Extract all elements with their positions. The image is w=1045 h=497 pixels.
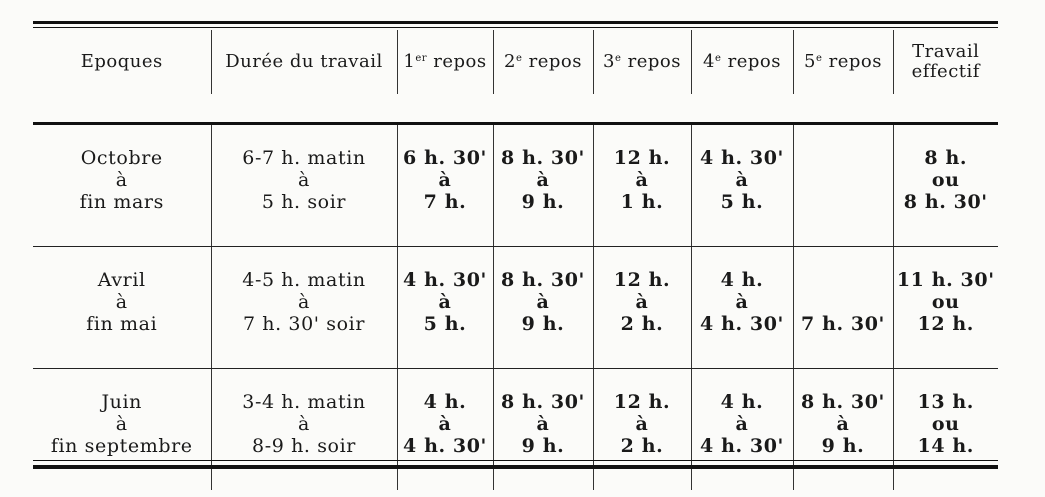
cell-repos-1: 6 h. 30' à 7 h.	[397, 124, 493, 247]
header-repos-3: 3e repos	[593, 30, 691, 94]
cell-repos-3: 12 h. à 2 h.	[593, 369, 691, 491]
table-row	[33, 247, 998, 369]
cell-travail-effectif: 11 h. 30' ou 12 h.	[893, 247, 998, 369]
work-schedule-table	[33, 30, 998, 490]
header-repos-2: 2e repos	[493, 30, 593, 94]
cell-repos-3: 12 h. à 2 h.	[593, 247, 691, 369]
cell-repos-3: 12 h. à 1 h.	[593, 124, 691, 247]
cell-duree: 6-7 h. matin à 5 h. soir	[211, 124, 397, 247]
header-repos-5: 5e repos	[793, 30, 893, 94]
cell-travail-effectif: 8 h. ou 8 h. 30'	[893, 124, 998, 247]
cell-repos-1: 4 h. à 4 h. 30'	[397, 369, 493, 491]
header-duree-du-travail: Durée du travail	[211, 30, 397, 94]
cell-repos-4: 4 h. à 4 h. 30'	[691, 369, 793, 491]
header-repos-1: 1er repos	[397, 30, 493, 94]
cell-repos-2: 8 h. 30' à 9 h.	[493, 124, 593, 247]
table-row	[33, 124, 998, 247]
cell-epoque: Juin à fin septembre	[50, 391, 193, 457]
header-thick-rule	[33, 94, 998, 124]
cell-travail-effectif: 13 h. ou 14 h.	[893, 369, 998, 491]
bottom-double-rule-lower	[33, 465, 998, 469]
cell-repos-5	[793, 124, 893, 247]
top-double-rule-lower	[33, 27, 998, 28]
cell-repos-4: 4 h. 30' à 5 h.	[691, 124, 793, 247]
cell-repos-5: 8 h. 30' à 9 h.	[793, 369, 893, 491]
cell-repos-2: 8 h. 30' à 9 h.	[493, 369, 593, 491]
header-epoques: Epoques	[80, 51, 163, 72]
cell-repos-1: 4 h. 30' à 5 h.	[397, 247, 493, 369]
bottom-double-rule-upper	[33, 460, 998, 461]
top-double-rule-upper	[33, 21, 998, 24]
cell-repos-2: 8 h. 30' à 9 h.	[493, 247, 593, 369]
cell-repos-5: 7 h. 30'	[793, 247, 893, 369]
header-travail-effectif: Travail effectif	[893, 30, 998, 94]
cell-repos-4: 4 h. à 4 h. 30'	[691, 247, 793, 369]
cell-epoque: Octobre à fin mars	[33, 124, 211, 247]
table-row	[33, 369, 998, 491]
cell-duree: 3-4 h. matin à 8-9 h. soir	[211, 369, 397, 491]
cell-epoque: Avril à fin mai	[33, 247, 211, 369]
cell-duree: 4-5 h. matin à 7 h. 30' soir	[211, 247, 397, 369]
header-row	[33, 30, 998, 94]
header-repos-4: 4e repos	[691, 30, 793, 94]
